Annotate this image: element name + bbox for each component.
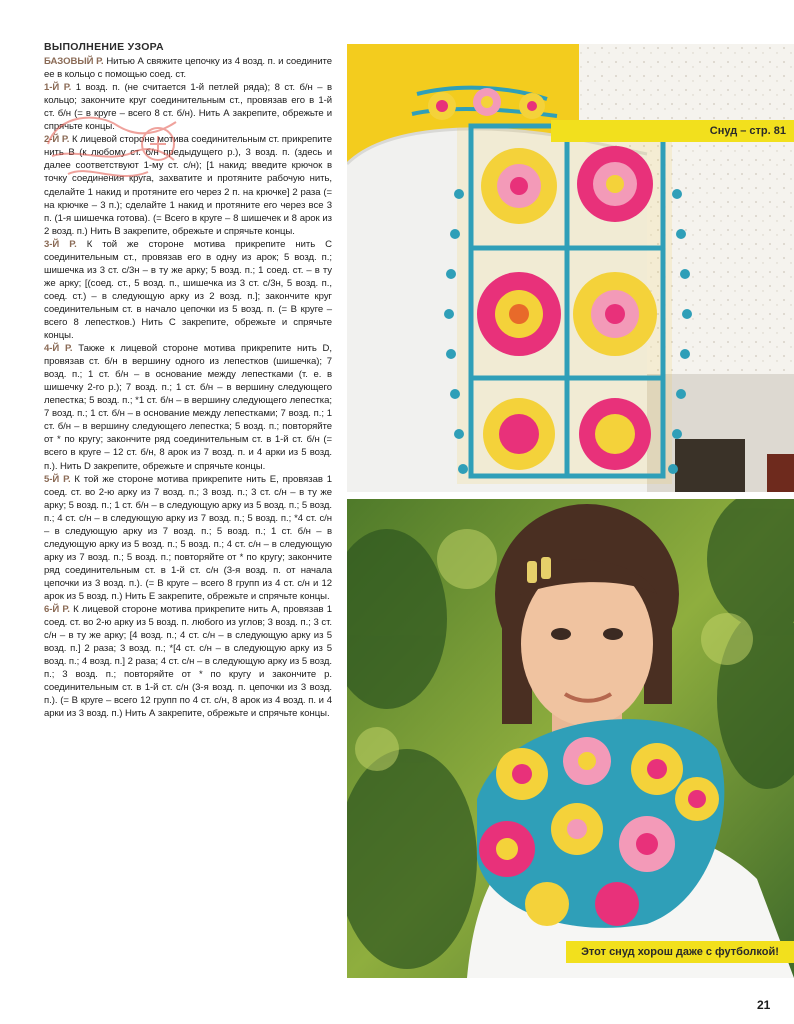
row-label: 1-Й Р. xyxy=(44,82,72,94)
row-label: 4-Й Р. xyxy=(44,343,73,355)
instruction-paragraph xyxy=(44,238,332,342)
photo-snood-on-stand xyxy=(347,44,794,492)
row-text: К той же стороне мотива прикрепите нить С соединительным ст., провязав его в одну из арок; 5 возд. п.; шишечка из 3 ст. с/3н – в ту же арку; 5 возд. п.; 1 соед. ст. – в ту же арку; [(соед. ст., 5 возд. п., шишечка из 3 ст. с/3н, 5 возд. п., соед. ст.) – в следующую арку из 2 возд. п.]; закончите круг соединительным ст. в начало цепочки из 5 возд. п. (= В круге – всего 8 лепестков.) Нить С закрепите, обрежьте и спрячьте концы. xyxy=(44,238,332,342)
instruction-paragraph xyxy=(44,55,332,81)
caption-top-text: Снуд – стр. 81 xyxy=(709,125,786,137)
caption-bottom-text: Этот снуд хорош даже с футболкой! xyxy=(581,946,779,958)
row-label: 2-Й Р. xyxy=(44,134,70,146)
row-label: 6-Й Р. xyxy=(44,604,70,616)
row-text: К лицевой стороне мотива прикрепите нить А, провязав 1 соед. ст. во 2-ю арку из 5 возд. п. любого из углов; 3 возд. п.; 3 ст. с/н – в ту же арку; [4 возд. п.; 4 ст. с/н – в следующую арку из 5 возд. п.] 2 раза; 3 возд. п.; *[4 ст. с/н – в следующую арку из 5 возд. п.; 4 возд. п.] 2 раза; 4 ст. с/н – в следующую арку из 5 возд. п.; 3 возд. п.; повторяйте от * по кругу и закончите р. соединительным ст. в 1-й ст. с/н (3-я возд. п. цепочки из 3 возд. п.). (= В круге – всего 12 групп по 4 ст. с/н, 8 арок из 4 возд. п. и 4 арки из 3 возд. п.) Нить А закрепите, обрежьте и спрячьте концы. xyxy=(44,604,332,720)
instruction-paragraph xyxy=(44,473,332,603)
caption-snood-page-ref xyxy=(551,120,794,142)
instruction-paragraph xyxy=(44,603,332,720)
photo-girl-wearing-snood xyxy=(347,499,794,978)
row-label: БАЗОВЫЙ Р. xyxy=(44,56,104,68)
page-number: 21 xyxy=(757,998,771,1012)
caption-snood-tshirt xyxy=(566,941,794,963)
row-text: Нитью А свяжите цепочку из 4 возд. п. и соедините ее в кольцо с помощью соед. ст. xyxy=(44,56,332,81)
row-text: К той же стороне мотива прикрепите нить Е, провязав 1 соед. ст. во 2-ю арку из 7 возд. п.; 3 возд. п.; 3 ст. с/н – в ту же арку; 5 возд. п.; 1 ст. б/н – в следующую арку из 5 возд. п.; 5 возд. п.; 4 ст. с/н – в следующую арку из 7 возд. п.; 5 возд. п.; *4 ст. с/н – в следующую арку из 7 возд. п.; 5 возд. п.; 1 ст. б/н – в следующую арку из 5 возд. п.; 5 возд. п.; 4 ст. с/н – в следующую арку из 7 возд. п.; 5 возд. п.; повторяйте от * по кругу; закончите ряд соединительным ст. в 1-й ст. с/н (3-я возд. п. от начала цепочки из 3 возд. п.). (= В круге – всего 8 групп из 4 ст. с/н и 12 арок из 5 возд. п.) Нить Е закрепите, обрежьте и спрячьте концы. xyxy=(44,473,332,602)
section-title: ВЫПОЛНЕНИЕ УЗОРА xyxy=(44,41,164,53)
row-text: 1 возд. п. (не считается 1-й петлей ряда); 8 ст. б/н – в кольцо; закончите круг соединительным ст., провязав его в 1-й ст. б/н (= в круге – всего 8 ст. б/н). Нить А закрепите, обрежьте и спрячьте концы. xyxy=(44,82,332,133)
row-label: 5-Й Р. xyxy=(44,473,71,485)
row-text: К лицевой стороне мотива соединительным ст. прикрепите нить В (к любому ст. б/н предыдущего р.), 3 возд. п. (здесь и далее соответствуют 1-му ст. с/н); [1 накид; введите крючок в точку соединения круга, захватите и протяните рабочую нить, сделайте 1 накид и протяните его через 2 п. на крючке] 2 раза (= на крючке – 3 п.); сделайте 1 накид и протяните его через все 3 п. (1-я шишечка готова). (= Всего в круге – 8 шишечек и 8 арок из 2 возд. п.) Нить В закрепите, обрежьте и спрячьте концы. xyxy=(44,134,332,237)
row-label: 3-Й Р. xyxy=(44,238,77,250)
instruction-paragraph xyxy=(44,342,332,472)
watermark-logo xyxy=(38,104,186,204)
row-text: Также к лицевой стороне мотива прикрепите нить D, провязав ст. б/н в вершину одного из лепестков (шишечка); 7 возд. п.; 1 ст. б/н – в основание между лепестками (т. е. в шишечку 2-го р.); 7 возд. п.; 1 ст. б/н – в вершину следующего лепестка; 5 возд. п.; *1 ст. б/н – в вершину следующего лепестка; 7 возд. п.; 1 ст. б/н – в основание между лепестками; 7 возд. п.; 1 ст. б/н – в вершину следующего лепестка; 5 возд. п.; повторяйте от * по кругу; закончите ряд соединительным ст. в 1-й ст. б/н (= всего в круге – 12 ст. б/н, 8 арок из 7 возд. п. и 4 арки из 5 возд. п.). Нить D закрепите, обрежьте и спрячьте концы. xyxy=(44,343,332,472)
